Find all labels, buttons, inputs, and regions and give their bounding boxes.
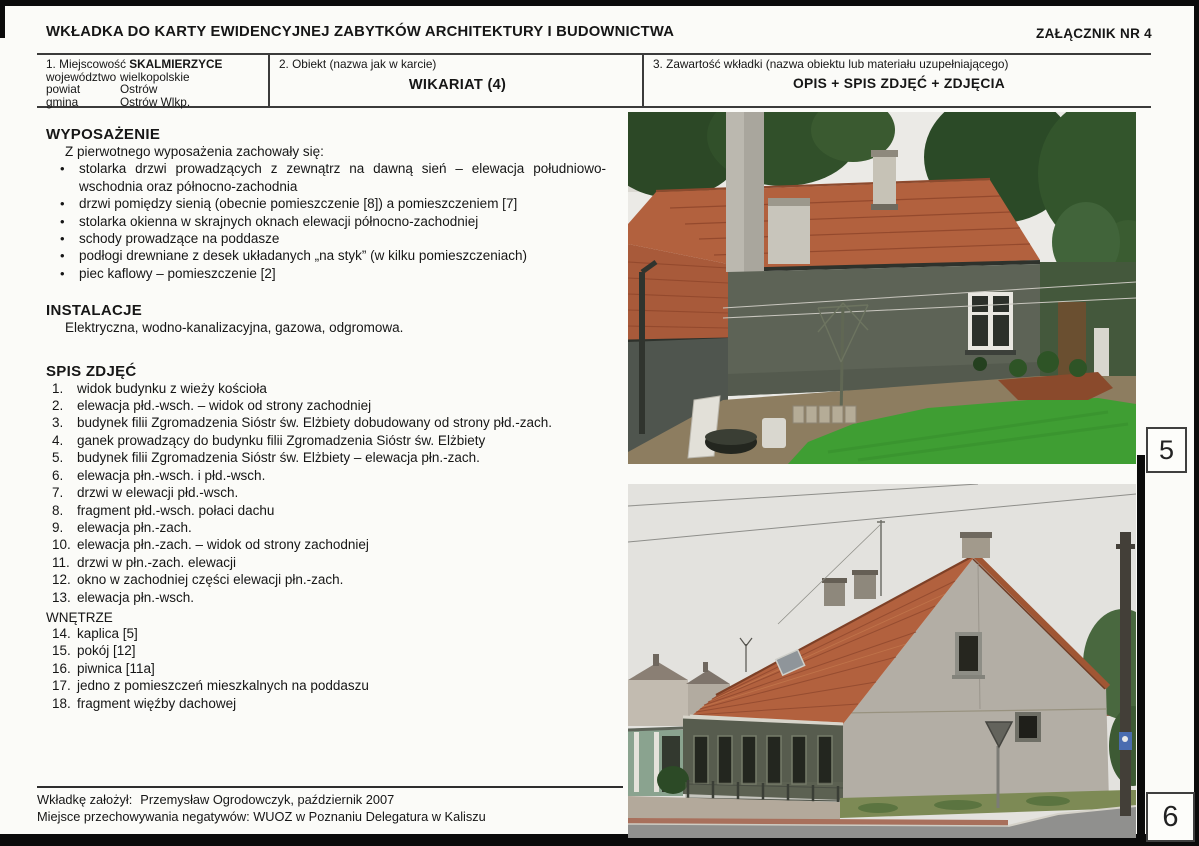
list-item: • drzwi pomiędzy sienią (obecnie pomieszczenie [8]) a pomieszczeniem [7] (58, 195, 606, 212)
list-item: 3. budynek filii Zgromadzenia Sióstr św. Elżbiety dobudowany od strony płd.-zach. (52, 415, 552, 431)
contents-value: OPIS + SPIS ZDJĘĆ + ZDJĘCIA (792, 75, 1006, 91)
cell-locality (37, 55, 268, 109)
section-heading-wyposazenie: WYPOSAŻENIE (46, 126, 161, 143)
list-item: • stolarka okienna w skrajnych oknach elewacji północno-zachodniej (58, 213, 606, 230)
annex-number: ZAŁĄCZNIK NR 4 (1036, 26, 1152, 41)
list-item: • stolarka drzwi prowadzących z zewnątrz na dawną sień – elewacja południowo-wschodnia oraz północno-zachodnia (58, 160, 606, 195)
list-item: 7. drzwi w elewacji płd.-wsch. (52, 485, 239, 501)
photo-2-image (628, 484, 1136, 838)
interior-index-list (46, 625, 608, 712)
scan-edge-photo-strip (1137, 455, 1145, 835)
photo-1-image (628, 112, 1136, 464)
list-item: 8. fragment płd.-wsch. połaci dachu (52, 502, 275, 518)
footer-line-2: Miejsce przechowywania negatywów: WUOZ w Poznaniu Delegatura w Kaliszu (37, 808, 486, 824)
list-item: 10. elewacja płn.-zach. – widok od strony zachodniej (52, 537, 369, 553)
county-value: Ostrów (120, 82, 158, 97)
list-item: 14. kaplica [5] (52, 625, 138, 641)
object-label: 2. Obiekt (nazwa jak w karcie) (279, 57, 437, 71)
county-label: powiat (46, 82, 81, 97)
list-item: • piec kaflowy – pomieszczenie [2] (58, 265, 606, 282)
wyposazenie-list (46, 160, 608, 282)
voivodeship-label: województwo (46, 69, 117, 84)
photo-number-5: 5 (1146, 427, 1187, 473)
wyposazenie-intro: Z pierwotnego wyposażenia zachowały się: (65, 144, 324, 159)
list-item: • schody prowadzące na poddasze (58, 230, 606, 247)
photo-house-rear-elevation (628, 112, 1136, 464)
object-value: WIKARIAT (4) (408, 76, 507, 93)
list-item: 13. elewacja płn.-wsch. (52, 589, 195, 605)
list-item: 5. budynek filii Zgromadzenia Sióstr św. Elżbiety – elewacja płn.-zach. (52, 450, 480, 466)
locality-label: 1. Miejscowość (46, 57, 126, 71)
table-row (46, 96, 262, 109)
photo-index-list (46, 380, 608, 606)
list-item: 1. widok budynku z wieży kościoła (52, 380, 267, 396)
list-item: 4. ganek prowadzący do budynku filii Zgromadzenia Sióstr św. Elżbiety (52, 432, 486, 448)
section-heading-spis-zdjec: SPIS ZDJĘĆ (46, 362, 137, 380)
list-item: 17. jedno z pomieszczeń mieszkalnych na poddaszu (52, 678, 369, 694)
list-item: 11. drzwi w płn.-zach. elewacji (52, 554, 237, 570)
list-item: • podłogi drewniane z desek układanych „na styk” (w kilku pomieszczeniach) (58, 247, 606, 264)
commune-label: gmina (46, 94, 79, 109)
list-item: 2. elewacja płd.-wsch. – widok od strony zachodniej (52, 398, 372, 414)
table-row (46, 83, 262, 96)
scan-edge-top (0, 0, 1199, 6)
photo-number-6: 6 (1146, 792, 1195, 842)
list-item: 18. fragment więźby dachowej (52, 695, 237, 711)
page-title: WKŁADKA DO KARTY EWIDENCYJNEJ ZABYTKÓW ARCHITEKTURY I BUDOWNICTWA (46, 24, 675, 40)
description-column (46, 126, 608, 712)
scan-edge-right (1194, 0, 1199, 846)
footer-note (37, 786, 623, 825)
cell-contents (642, 55, 1151, 106)
footer-line-1: Wkładkę założył: Przemysław Ogrodowczyk, październik 2007 (37, 792, 395, 807)
scan-edge-left (0, 0, 5, 38)
voivodeship-value: wielkopolskie (120, 69, 190, 84)
identification-table (37, 53, 1151, 108)
list-item: 16. piwnica [11a] (52, 660, 155, 676)
section-heading-wnetrze: WNĘTRZE (46, 609, 113, 625)
instalacje-text: Elektryczna, wodno-kanalizacyjna, gazowa, odgromowa. (65, 320, 404, 336)
contents-label: 3. Zawartość wkładki (nazwa obiektu lub materiału uzupełniającego) (653, 57, 1009, 71)
list-item: 6. elewacja płn.-wsch. i płd.-wsch. (52, 467, 266, 483)
photo-house-gable-street (628, 484, 1136, 838)
commune-value: Ostrów Wlkp. (120, 94, 191, 109)
list-item: 9. elewacja płn.-zach. (52, 519, 192, 535)
locality-value: SKALMIERZYCE (129, 57, 223, 71)
section-heading-instalacje: INSTALACJE (46, 302, 143, 320)
list-item: 15. pokój [12] (52, 643, 136, 659)
cell-object (268, 55, 642, 106)
list-item: 12. okno w zachodniej części elewacji płn.-zach. (52, 572, 344, 588)
